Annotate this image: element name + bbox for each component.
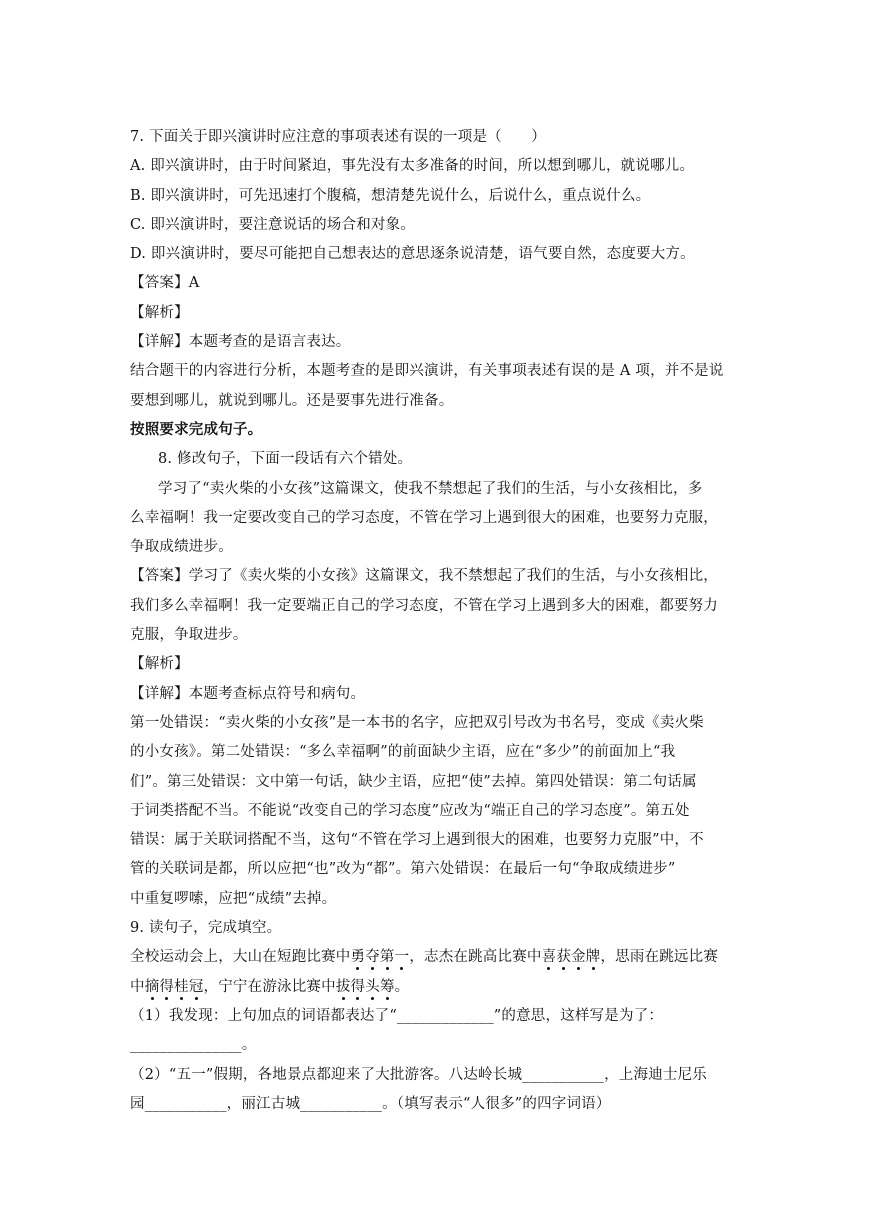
q9-sentence-text: ，宁宁在游泳比赛中 bbox=[203, 978, 336, 995]
q9-sub1-text: ”的意思，这样写是为了： bbox=[493, 1007, 664, 1024]
document-page bbox=[130, 128, 740, 1124]
dotted-word bbox=[351, 949, 410, 965]
emphasis-dot-char: 筹 bbox=[379, 978, 395, 995]
q9-sentence-line-2 bbox=[130, 978, 740, 996]
emphasis-dot-char: 喜 bbox=[541, 949, 557, 966]
q7-option-d: D. 即兴演讲时，要尽可能把自己想表达的意思逐条说清楚，语气要自然，态度要大方。 bbox=[130, 246, 695, 263]
emphasis-dot-char: 牌 bbox=[585, 949, 601, 966]
answer-blank: _______________ bbox=[130, 1037, 242, 1054]
q7-analysis-heading: 【解析】 bbox=[130, 304, 189, 321]
q9-sub2-text: 。（填写表示“人很多”的四字词语） bbox=[382, 1095, 611, 1112]
q8-detail: 【详解】本题考查标点符号和病句。 bbox=[130, 685, 366, 702]
dotted-word bbox=[336, 979, 395, 995]
emphasis-dot-char: 夺 bbox=[365, 949, 380, 966]
emphasis-dot-char: 得 bbox=[350, 978, 366, 995]
q8-passage-line-2: 么幸福啊！我一定要改变自己的学习态度，不管在学习上遇到很大的困难，也要努力克服， bbox=[130, 509, 718, 526]
q9-sentence-text: 全校运动会上，大山在短跑比赛中 bbox=[130, 949, 351, 966]
q8-explanation-line-2: 的小女孩》。第二处错误：“多么幸福啊”的前面缺少主语，应在“多少”的前面加上“我 bbox=[130, 744, 676, 761]
emphasis-dot-char: 桂 bbox=[174, 978, 189, 995]
answer-blank: ___________ bbox=[522, 1066, 605, 1083]
emphasis-dot-char: 冠 bbox=[188, 978, 204, 995]
emphasis-dot-char: 一 bbox=[394, 949, 410, 966]
section-heading: 按照要求完成句子。 bbox=[130, 421, 263, 438]
q7-answer: 【答案】A bbox=[130, 275, 200, 292]
emphasis-dot-char: 拔 bbox=[335, 978, 351, 995]
emphasis-dot-char: 摘 bbox=[144, 978, 160, 995]
q8-explanation-line-5: 错误：属于关联词搭配不当，这句“不管在学习上遇到很大的困难，也要努力克服”中，不 bbox=[130, 832, 704, 849]
emphasis-dot-char: 头 bbox=[365, 978, 380, 995]
q9-sentence-text: 中 bbox=[130, 978, 145, 995]
q8-explanation-line-7: 中重复啰嗦，应把“成绩”去掉。 bbox=[130, 890, 337, 907]
q9-sub2-line-1 bbox=[130, 1066, 740, 1084]
emphasis-dot-char: 勇 bbox=[350, 949, 366, 966]
q8-answer-line-1: 【答案】学习了《卖火柴的小女孩》这篇课文，我不禁想起了我们的生活，与小女孩相比， bbox=[130, 568, 718, 585]
q9-sub2-text: 园 bbox=[130, 1095, 145, 1112]
q9-sub2-text: ，上海迪士尼乐 bbox=[604, 1066, 708, 1083]
q7-detail: 【详解】本题考查的是语言表达。 bbox=[130, 334, 351, 351]
q8-answer-line-3: 克服，争取进步。 bbox=[130, 627, 248, 644]
q8-explanation-line-6: 管的关联词是都，所以应把“也”改为“都”。第六处错误：在最后一句“争取成绩进步” bbox=[130, 861, 676, 878]
q8-explanation-line-3: 们”。第三处错误：文中第一句话，缺少主语，应把“使”去掉。第四处错误：第二句话属 bbox=[130, 773, 697, 790]
q8-passage-line-3: 争取成绩进步。 bbox=[130, 539, 233, 556]
q9-sentence-line-1 bbox=[130, 948, 740, 966]
q9-stem: 9. 读句子，完成填空。 bbox=[130, 920, 282, 937]
q7-explanation-line-2: 要想到哪儿，就说到哪儿。还是要事先进行准备。 bbox=[130, 392, 454, 409]
q7-option-b: B. 即兴演讲时，可先迅速打个腹稿，想清楚先说什么，后说什么，重点说什么。 bbox=[130, 187, 651, 204]
q9-sub2-line-2 bbox=[130, 1095, 740, 1113]
q9-sub1-text: （1）我发现：上句加点的词语都表达了“ bbox=[130, 1007, 397, 1024]
q8-stem: 8. 修改句子，下面一段话有六个错处。 bbox=[158, 451, 413, 468]
emphasis-dot-char: 得 bbox=[159, 978, 175, 995]
q8-passage-line-1: 学习了“卖火柴的小女孩”这篇课文，使我不禁想起了我们的生活，与小女孩相比，多 bbox=[158, 480, 703, 497]
q9-sentence-text: ，思雨在跳远比赛 bbox=[600, 949, 719, 966]
q7-explanation-line-1: 结合题干的内容进行分析，本题考查的是即兴演讲，有关事项表述有误的是 A 项，并不是说 bbox=[130, 363, 724, 380]
q7-option-c: C. 即兴演讲时，要注意说话的场合和对象。 bbox=[130, 216, 415, 233]
q9-sub1-line-1 bbox=[130, 1007, 740, 1025]
q9-sentence-text: ，志杰在跳高比赛中 bbox=[409, 949, 542, 966]
q9-sub2-text: （2）“五一”假期，各地景点都迎来了大批游客。八达岭长城 bbox=[130, 1066, 523, 1083]
q9-sub2-text: ，丽江古城 bbox=[226, 1095, 301, 1112]
emphasis-dot-char: 金 bbox=[571, 949, 586, 966]
q7-option-a: A. 即兴演讲时，由于时间紧迫，事先没有太多准备的时间，所以想到哪儿，就说哪儿。 bbox=[130, 158, 695, 175]
q8-analysis-heading: 【解析】 bbox=[130, 656, 189, 673]
q8-explanation-line-4: 于词类搭配不当。不能说“改变自己的学习态度”应改为“端正自己的学习态度”。第五处 bbox=[130, 802, 690, 819]
q9-sentence-text: 。 bbox=[394, 978, 410, 995]
q7-stem: 7. 下面关于即兴演讲时应注意的事项表述有误的一项是（ ） bbox=[130, 129, 546, 145]
emphasis-dot-char: 第 bbox=[379, 949, 395, 966]
dotted-word bbox=[145, 979, 204, 995]
q9-sub1-line-2 bbox=[130, 1036, 740, 1054]
answer-blank: ___________ bbox=[300, 1095, 383, 1112]
dotted-word bbox=[542, 949, 601, 965]
answer-blank: ___________ bbox=[144, 1095, 227, 1112]
q9-sub1-text: 。 bbox=[241, 1037, 257, 1054]
q8-answer-line-2: 我们多么幸福啊！我一定要端正自己的学习态度，不管在学习上遇到多大的困难，都要努力 bbox=[130, 597, 718, 614]
answer-blank: _____________ bbox=[396, 1007, 494, 1024]
emphasis-dot-char: 获 bbox=[556, 949, 572, 966]
q8-explanation-line-1: 第一处错误：“卖火柴的小女孩”是一本书的名字，应把双引号改为书名号，变成《卖火柴 bbox=[130, 714, 704, 731]
